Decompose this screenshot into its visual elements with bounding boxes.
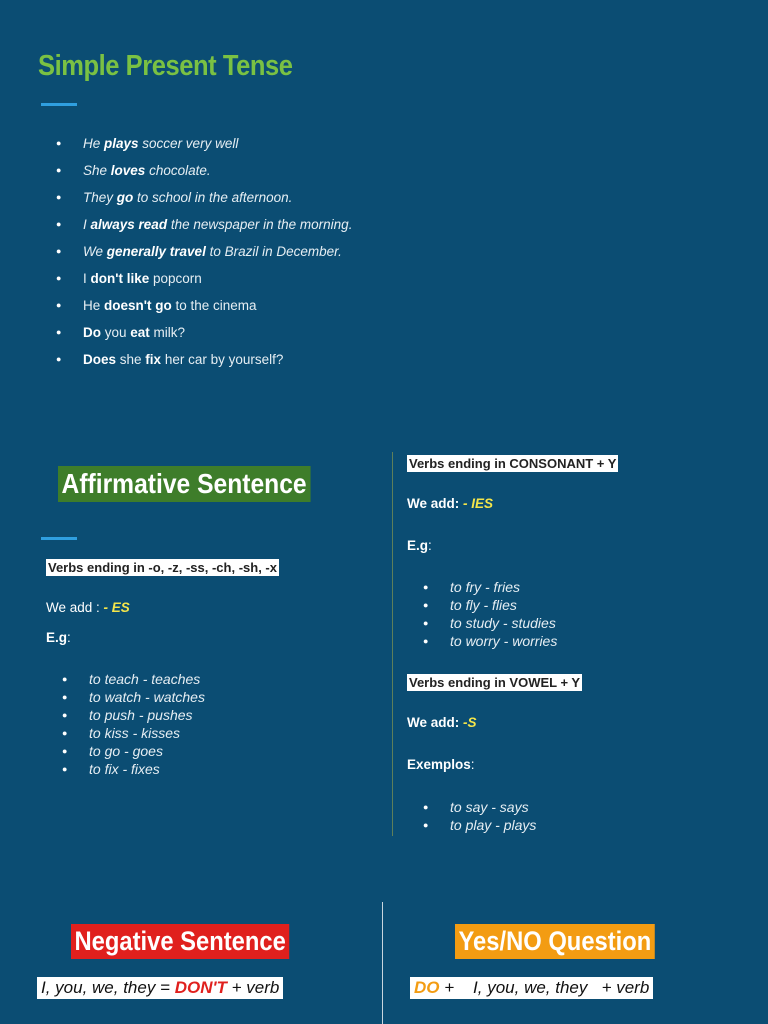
consonant-y-rule-tag: Verbs ending in CONSONANT + Y [409,456,617,471]
example-sentence [56,292,656,319]
verb-highlight: generally travel [106,244,206,259]
consonant-y-we-add [407,496,493,511]
example-sentence [56,238,656,265]
sentence-text: They [83,190,117,205]
page-title: Simple Present Tense [38,50,293,82]
question-heading: Yes/NO Question [455,924,655,959]
sentence-text: she [116,352,146,367]
affirmative-rule-tag: Verbs ending in -o, -z, -ss, -ch, -sh, -x [48,560,277,575]
verb-highlight: Does [83,352,117,367]
question-formula [410,977,653,999]
sentence-text: She [83,163,111,178]
negative-heading: Negative Sentence [71,924,289,959]
list-item: ● to go - goes [62,742,205,760]
verb-highlight: Do [83,325,101,340]
consonant-y-examples-list [423,578,557,650]
formula-post: + verb [601,978,650,997]
list-item: ● to push - pushes [62,706,205,724]
vowel-y-eg [407,757,475,772]
list-item: ● to watch - watches [62,688,205,706]
example-sentence [56,346,656,373]
eg-colon: : [470,757,475,772]
affirmative-we-add [46,600,130,615]
list-item: ● to fix - fixes [62,760,205,778]
list-item: ● to fly - flies [423,596,557,614]
list-item: ● to fry - fries [423,578,557,596]
verb-highlight: plays [104,136,139,151]
eg-label: E.g [46,630,68,645]
verb-highlight: eat [130,325,150,340]
formula-mid: + I, you, we, they [439,978,602,997]
list-item: ● to kiss - kisses [62,724,205,742]
example-sentence [56,319,656,346]
verb-highlight: fix [145,352,162,367]
example-sentence [56,130,656,157]
sentence-text: soccer very well [138,136,239,151]
vowel-y-we-add [407,715,477,730]
verb-highlight: don't like [90,271,150,286]
title-underline [41,103,77,106]
we-add-value: - ES [103,600,130,615]
verb-highlight: always read [90,217,168,232]
formula-pre: I, you, we, they = [41,978,175,997]
we-add-value: - IES [463,496,494,511]
consonant-y-eg [407,538,432,553]
example-sentence [56,265,656,292]
sentence-text: I [83,217,91,232]
sentence-text: her car by yourself? [161,352,284,367]
example-sentence [56,157,656,184]
we-add-label: We add: [407,496,464,511]
formula-key: DON'T [174,978,227,997]
list-item: ● to teach - teaches [62,670,205,688]
sentence-text: to the cinema [171,298,257,313]
affirmative-underline [41,537,77,540]
vowel-y-examples-list [423,798,536,834]
list-item: ● to worry - worries [423,632,557,650]
sentence-text: to Brazil in December. [205,244,342,259]
affirmative-examples-list [62,670,205,778]
sentence-text: He [83,136,105,151]
eg-label: Exemplos [407,757,471,772]
sentence-text: He [83,298,105,313]
vowel-y-rule-tag: Verbs ending in VOWEL + Y [409,675,581,690]
sentence-text: the newspaper in the morning. [167,217,353,232]
verb-highlight: loves [110,163,146,178]
sentence-text: chocolate. [145,163,211,178]
affirmative-eg [46,630,71,645]
negative-formula [37,977,283,999]
example-sentences-list [56,130,656,373]
we-add-value: -S [463,715,477,730]
we-add-label: We add : [46,600,104,615]
verb-highlight: go [116,190,134,205]
example-sentence [56,184,656,211]
list-item: ● to study - studies [423,614,557,632]
column-divider [392,452,393,836]
sentence-text: I [83,271,91,286]
formula-post: + verb [226,978,280,997]
sentence-text: milk? [149,325,186,340]
sentence-text: popcorn [149,271,202,286]
sentence-text: We [83,244,107,259]
eg-label: E.g [407,538,429,553]
list-item: ● to say - says [423,798,536,816]
sentence-text: to school in the afternoon. [133,190,293,205]
list-item: ● to play - plays [423,816,536,834]
we-add-label: We add: [407,715,464,730]
eg-colon: : [428,538,432,553]
eg-colon: : [67,630,71,645]
affirmative-heading: Affirmative Sentence [58,466,310,502]
sentence-text: you [101,325,131,340]
verb-highlight: doesn't go [104,298,172,313]
formula-key: DO [414,978,440,997]
example-sentence [56,211,656,238]
bottom-divider [382,902,383,1024]
